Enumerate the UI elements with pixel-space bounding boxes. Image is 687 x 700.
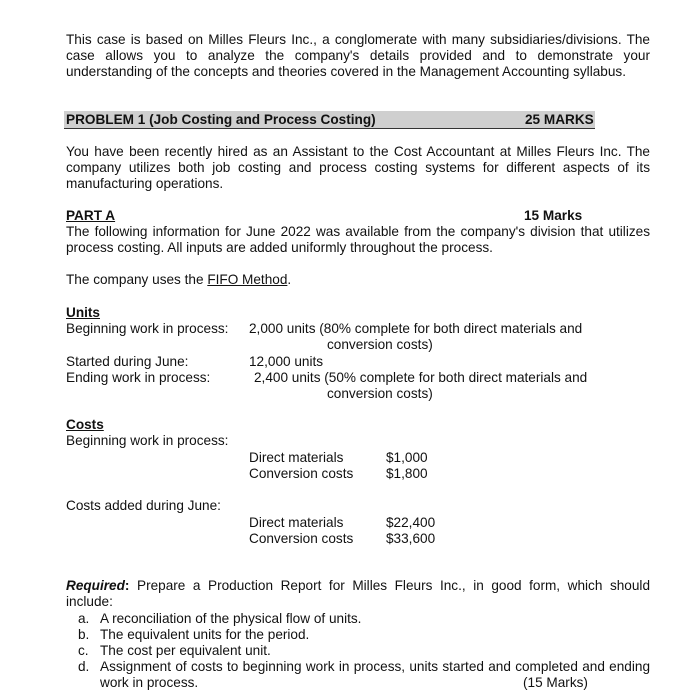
part-a-marks: 15 Marks <box>524 208 583 223</box>
units-bwip-label: Beginning work in process: <box>66 321 229 336</box>
required-label: Required <box>66 578 125 593</box>
cost-line-label: Conversion costs <box>249 466 354 481</box>
method-suffix: . <box>287 272 292 287</box>
cost-line-value: $22,400 <box>386 515 436 530</box>
method-prefix: The company uses the <box>66 272 208 287</box>
cost-line-value: $33,600 <box>386 531 436 546</box>
units-ewip-value-1: 2,400 units (50% complete for both direct materials and <box>254 370 588 385</box>
list-item-label: c. <box>78 643 89 658</box>
costs-heading: Costs <box>66 417 104 432</box>
required-colon: : <box>124 578 130 593</box>
units-started-value: 12,000 units <box>249 354 324 369</box>
list-item <box>78 611 650 627</box>
cost-line-value: $1,000 <box>386 450 428 465</box>
list-item-text: A reconciliation of the physical flow of units. <box>100 611 362 626</box>
units-ewip-value-2: conversion costs) <box>327 386 433 401</box>
units-bwip-value-2: conversion costs) <box>327 337 433 352</box>
units-started-label: Started during June: <box>66 354 189 369</box>
units-bwip-value-1: 2,000 units (80% complete for both direct materials and <box>249 321 583 336</box>
units-heading: Units <box>66 305 100 320</box>
list-item-text: The cost per equivalent unit. <box>100 643 271 658</box>
part-a-text: The following information for June 2022 was available from the company's division that utilizes process costing. All inputs are added uniformly throughout the process. <box>66 224 650 255</box>
method-line <box>66 272 291 288</box>
list-item-label: d. <box>78 659 90 674</box>
method-name: FIFO Method <box>207 272 288 287</box>
intro-paragraph: This case is based on Milles Fleurs Inc., a conglomerate with many subsidiaries/divisions. The case allows you to analyze the company's details provided and to demonstrate your understanding of the concepts and theories covered in the Management Accounting syllabus. <box>66 32 650 79</box>
list-item-label: b. <box>78 627 90 642</box>
cost-line-label: Direct materials <box>249 450 344 465</box>
units-ewip-label: Ending work in process: <box>66 370 211 385</box>
problem-marks: 25 MARKS <box>525 112 594 127</box>
list-item <box>78 627 650 643</box>
problem-title: PROBLEM 1 (Job Costing and Process Costing) <box>66 112 376 127</box>
list-item-text: Assignment of costs to beginning work in process, units started and completed and ending work in process. <box>100 659 650 690</box>
list-item-label: a. <box>78 611 90 626</box>
context-paragraph: You have been recently hired as an Assistant to the Cost Accountant at Milles Fleurs Inc. The company utilizes both job costing and process costing systems for different aspects of its manufacturing operations. <box>66 144 650 191</box>
cost-line-label: Direct materials <box>249 515 344 530</box>
list-item <box>78 643 650 659</box>
costs-added-label: Costs added during June: <box>66 498 221 513</box>
required-marks: (15 Marks) <box>523 675 588 690</box>
required-text: Prepare a Production Report for Milles Fleurs Inc., in good form, which should include: <box>66 578 650 609</box>
costs-bwip-label: Beginning work in process: <box>66 433 229 448</box>
cost-line-value: $1,800 <box>386 466 428 481</box>
part-a-label: PART A <box>66 208 116 223</box>
cost-line-label: Conversion costs <box>249 531 354 546</box>
list-item-text: The equivalent units for the period. <box>100 627 310 642</box>
required-paragraph <box>66 578 650 610</box>
